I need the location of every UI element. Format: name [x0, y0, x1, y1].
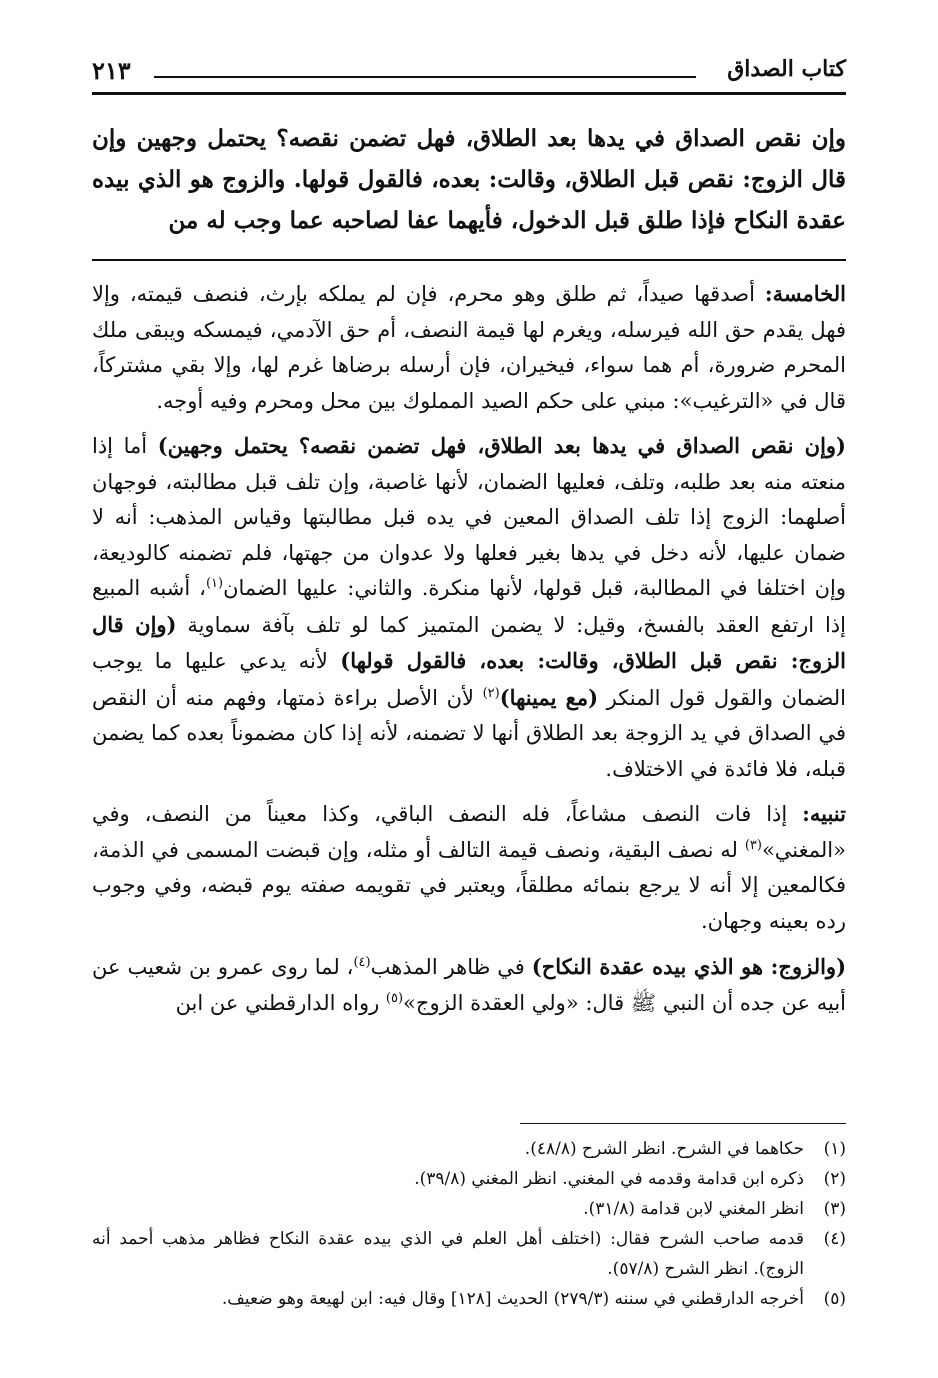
footnote-number: (١): [823, 1139, 846, 1159]
paragraph-khamisa: [92, 276, 846, 419]
header-rule: [154, 76, 696, 78]
footnotes: [92, 1134, 846, 1314]
paragraph-text: ، أشبه المبيع إذا ارتفع العقد بالفسخ، وقيل: لا يضمن المتميز كما لو تلف بآفة سماوية: [92, 576, 846, 637]
quoted-matn: (مع يمينها): [499, 684, 599, 710]
paragraph-tanbih: [92, 796, 846, 939]
footnote-text: ذكره ابن قدامة وقدمه في المغني. انظر المغني (٣٩/٨).: [414, 1169, 804, 1189]
footnote-text: أخرجه الدارقطني في سننه (٢٧٩/٣) الحديث [١٢٨] وقال فيه: ابن لهيعة وهو ضعيف.: [221, 1289, 804, 1309]
paragraph-text: لأن الأصل براءة ذمتها، وفهم منه أن النقص في الصداق في يد الزوجة بعد الطلاق أنها لا تضمنه، لأنه إذا كان مضموناً بعده كما يضمن قبله، فلا فائدة في الاختلاف.: [92, 685, 846, 781]
paragraph-text: ، لما روى عمرو بن شعيب عن أبيه عن جده أن النبي ﷺ قال: «ولي العقدة الزوج»: [92, 955, 846, 1015]
footnote-text: انظر المغني لابن قدامة (٣١/٨).: [583, 1199, 804, 1219]
footnote-text: قدمه صاحب الشرح فقال: (اختلف أهل العلم في الذي بيده عقدة النكاح فظاهر مذهب أحمد أنه الزوج). انظر الشرح (٥٧/٨).: [92, 1229, 804, 1279]
header-underline: [92, 92, 846, 95]
paragraph-zawj: [92, 949, 846, 1021]
quoted-matn: (وإن قال الزوج: نقص قبل الطلاق، وقالت: بعده، فالقول قولها): [92, 611, 846, 673]
matn-divider: [92, 259, 846, 261]
paragraph-text: رواه الدارقطني عن ابن: [175, 990, 386, 1015]
paragraph-naqs: [92, 428, 846, 787]
footnote-number: (٣): [823, 1199, 846, 1219]
footnote-item: [92, 1224, 846, 1284]
sharh-body: [92, 276, 846, 1030]
footnote-rule: [520, 1123, 846, 1124]
paragraph-text: أصدقها صيداً، ثم طلق وهو محرم، فإن لم يملكه بإرث، فنصف قيمته، وإلا فهل يقدم حق الله فيرسله، ويغرم لها قيمة النصف، أم حق الآدمي، فيمسكه ويبقى ملك المحرم ضرورة، أم هما سواء، فيخيران، فإن أرسله برضاها غرم لها، وإلا بقي مشتركاً، قال في «الترغيب»: مبني على حكم الصيد المملوك بين محل ومحرم وفيه أوجه.: [92, 282, 846, 413]
footnote-ref[interactable]: (٣): [744, 837, 762, 853]
quoted-matn: (والزوج: هو الذي بيده عقدة النكاح): [531, 954, 847, 979]
footnote-item: [92, 1164, 846, 1194]
matn-text: وإن نقص الصداق في يدها بعد الطلاق، فهل تضمن نقصه؟ يحتمل وجهين وإن قال الزوج: نقص قبل الطلاق، وقالت: بعده، فالقول قولها. والزوج هو الذي بيده عقدة النكاح فإذا طلق قبل الدخول، فأيهما عفا لصاحبه عما وجب له من: [92, 125, 846, 234]
running-header: [92, 56, 846, 96]
paragraph-text: إذا فات النصف مشاعاً، فله النصف الباقي، وكذا معيناً من النصف، وفي «المغني»: [92, 802, 846, 862]
paragraph-text: له نصف البقية، ونصف قيمة التالف أو مثله، وإن قبضت المسمى في الذمة، فكالمعين إلا أنه لا يرجع بنمائه مطلقاً، ويعتبر في تقويمه صفته يوم قبضه، وفي وجوب رده بعينه وجهان.: [92, 837, 846, 933]
footnote-item: [92, 1134, 846, 1164]
paragraph-text: أما إذا منعته منه بعد طلبه، وتلف، فعليها الضمان، لأنها غاصبة، وإن تلف قبل مطالبته، فوجهان أصلهما: الزوج إذا تلف الصداق المعين في يده قبل مطالبتها وقياس المذهب: أنه لا ضمان عليها، لأنه دخل في يدها بغير فعلها ولا عدوان من جهتها، فلم تضمنه كالوديعة، وإن اختلفا في المطالبة، قبل قولها، لأنها منكرة. والثاني: عليها الضمان: [92, 434, 847, 600]
footnote-item: [92, 1194, 846, 1224]
footnote-number: (٥): [823, 1289, 846, 1309]
footnote-ref[interactable]: (١): [205, 576, 224, 591]
footnote-number: (٤): [823, 1229, 846, 1249]
footnote-ref[interactable]: (٢): [482, 685, 500, 701]
quoted-matn: (وإن نقص الصداق في يدها بعد الطلاق، فهل تضمن نقصه؟ يحتمل وجهين): [157, 433, 846, 458]
chapter-title: كتاب الصداق: [727, 56, 846, 82]
footnote-item: [92, 1284, 846, 1314]
footnote-text: حكاهما في الشرح. انظر الشرح (٤٨/٨).: [524, 1139, 804, 1159]
paragraph-lead: تنبيه:: [802, 801, 846, 826]
footnote-ref[interactable]: (٥): [385, 990, 404, 1006]
paragraph-text: لأنه يدعي عليها ما يوجب الضمان والقول قول المنكر: [92, 649, 846, 710]
paragraph-lead: الخامسة:: [764, 281, 846, 306]
page-number: ٢١٣: [92, 56, 131, 85]
footnote-number: (٢): [823, 1169, 846, 1189]
paragraph-text: في ظاهر المذهب: [370, 955, 532, 979]
footnote-ref[interactable]: (٤): [353, 955, 371, 970]
